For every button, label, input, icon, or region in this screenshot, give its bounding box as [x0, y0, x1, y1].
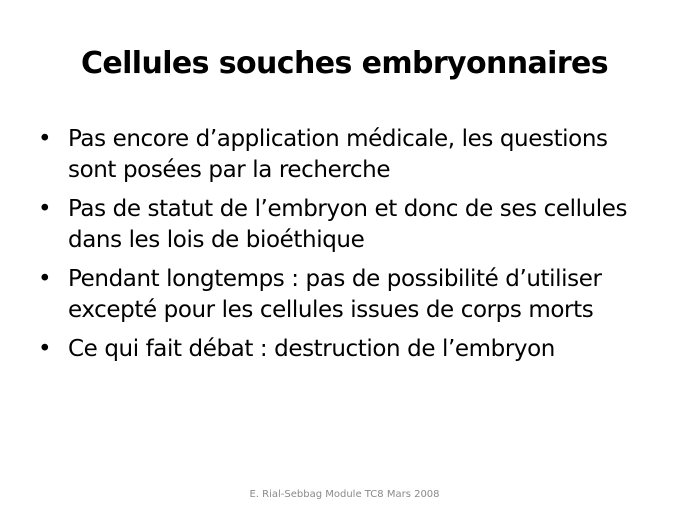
bullet-text: Pendant longtemps : pas de possibilité d’utiliser excepté pour les cellules issues de corps morts	[68, 266, 602, 323]
bullet-item	[38, 334, 658, 365]
bullet-dot-icon: •	[38, 126, 52, 152]
bullet-text: Pas encore d’application médicale, les questions sont posées par la recherche	[68, 126, 608, 183]
bullet-list	[38, 124, 658, 373]
bullet-item	[38, 264, 658, 326]
bullet-item	[38, 124, 658, 186]
slide-title: Cellules souches embryonnaires	[80, 46, 609, 81]
bullet-text: Pas de statut de l’embryon et donc de ses cellules dans les lois de bioéthique	[68, 196, 628, 253]
bullet-dot-icon: •	[38, 336, 52, 362]
bullet-item	[38, 194, 658, 256]
bullet-text: Ce qui fait débat : destruction de l’embryon	[68, 336, 555, 362]
bullet-dot-icon: •	[38, 196, 52, 222]
bullet-dot-icon: •	[38, 266, 52, 292]
slide-footer: E. Rial-Sebbag Module TC8 Mars 2008	[249, 489, 440, 500]
